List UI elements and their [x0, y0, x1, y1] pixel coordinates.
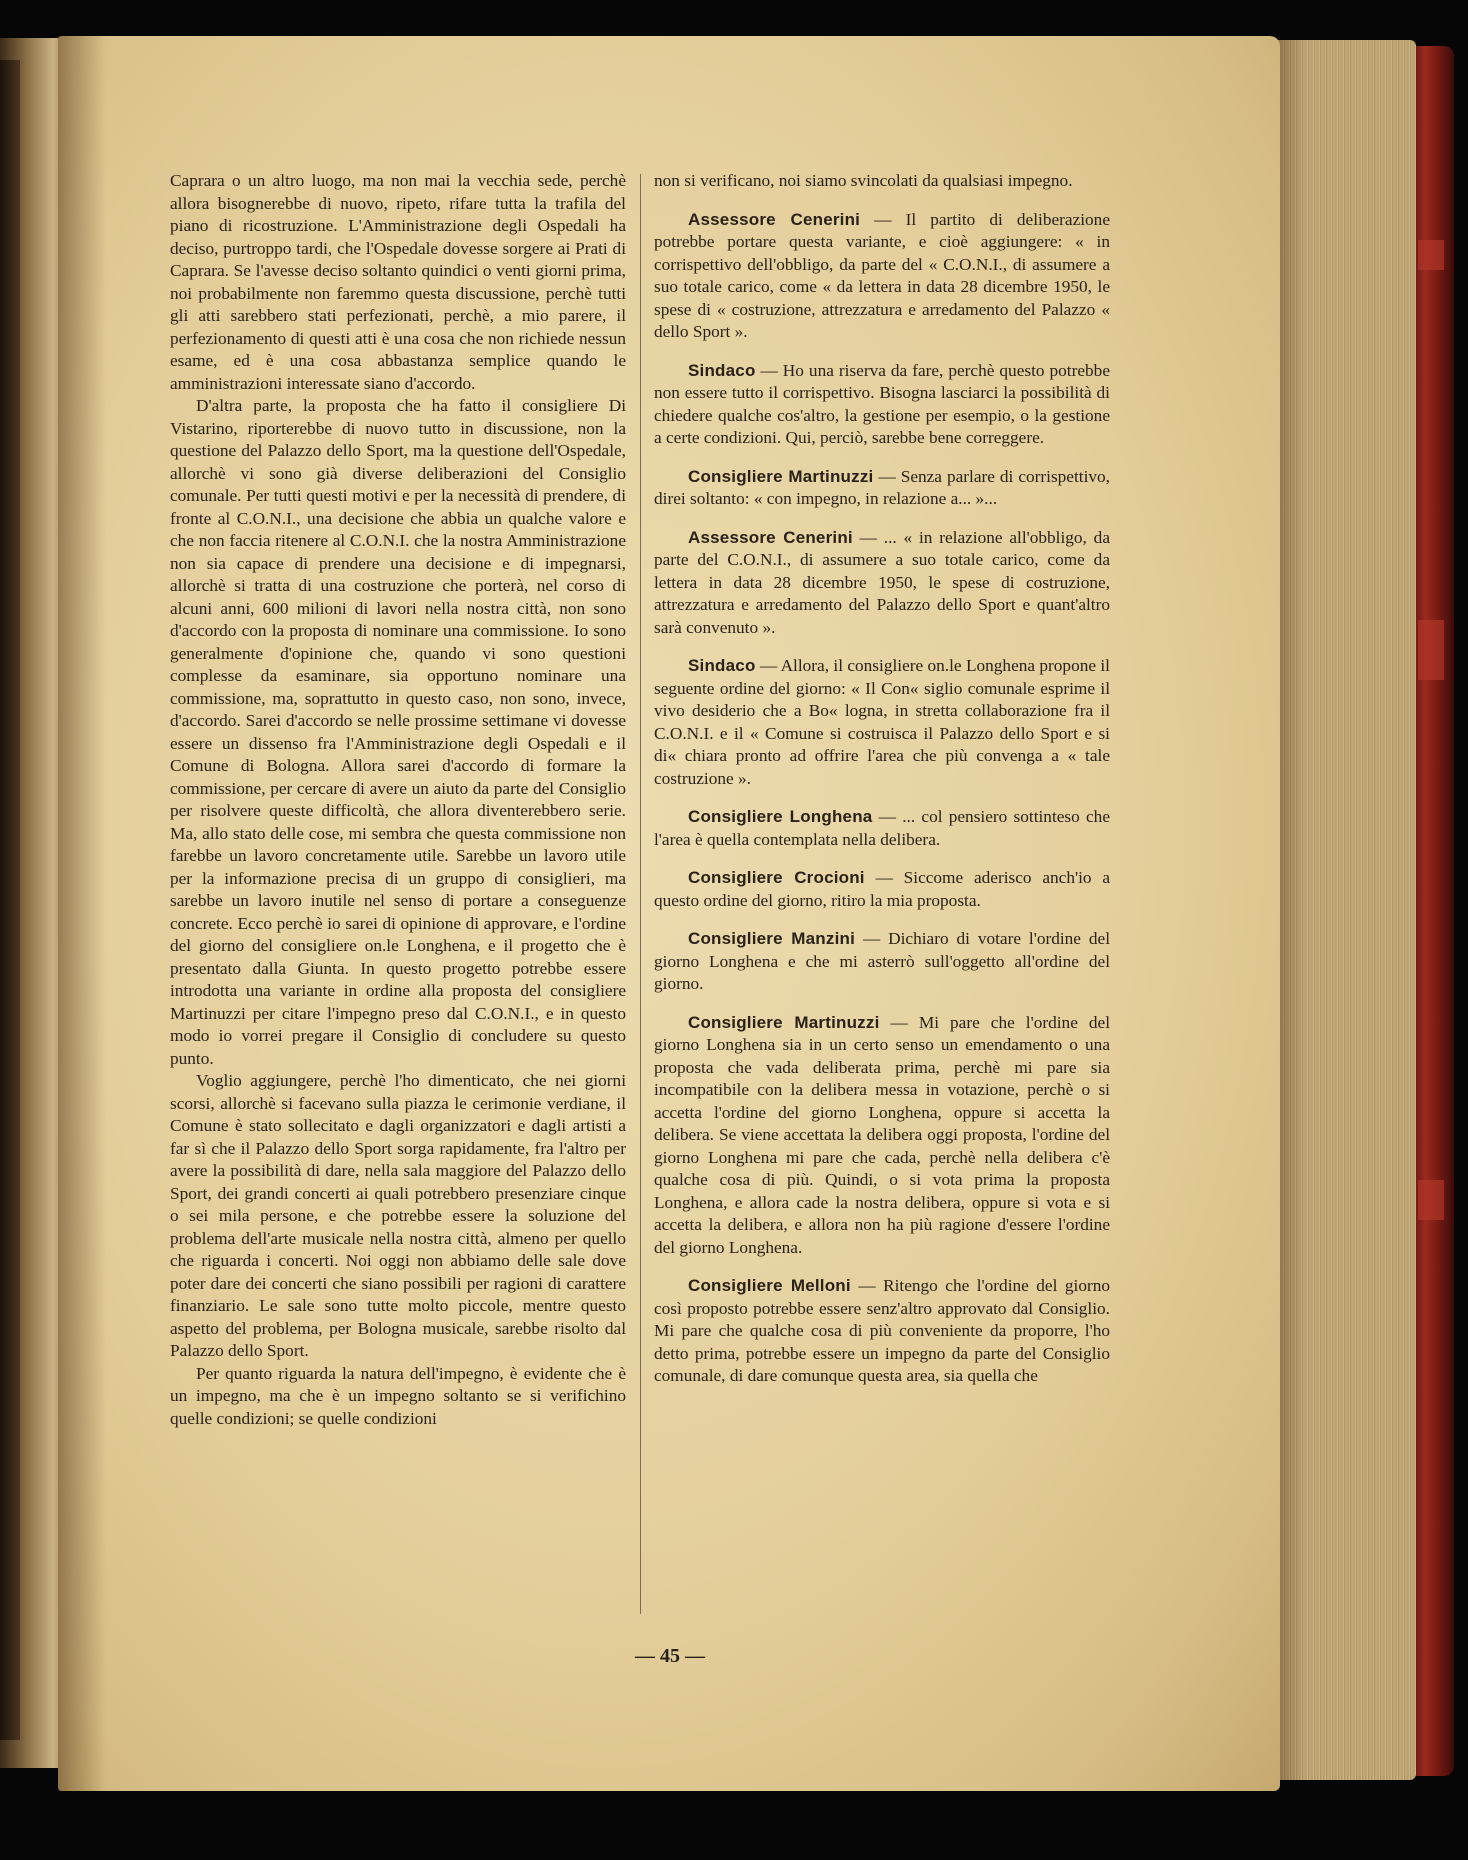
- page-gutter-shadow: [58, 36, 106, 1791]
- speech: [654, 1012, 1110, 1260]
- speech-text: — ... col pensiero sottinteso che l'area è quella contemplata nella delibera.: [654, 807, 1110, 849]
- speech-text: — Senza parlare di corrispettivo, direi soltanto: « con impegno, in relazione a... »...: [654, 466, 1110, 508]
- right-column: [654, 170, 1110, 1404]
- speech-text: non si verificano, noi siamo svincolati da qualsiasi impegno.: [654, 171, 1073, 190]
- speech-text: — Il partito di deliberazione potrebbe portare questa variante, e cioè aggiungere: « in corrispettivo dell'obbligo, da parte del « C.O.N.I., di assumere a suo totale carico, come « da lettera in data 28 dicembre 1950, le spese di « costruzione, attrezzatura e arredamento del Palazzo « dello Sport ».: [654, 209, 1110, 341]
- speaker-name: Sindaco: [688, 656, 756, 675]
- speech: [654, 655, 1110, 790]
- speech-text: — ... « in relazione all'obbligo, da parte del C.O.N.I., di assumere a suo totale carico, come da lettera in data 28 dicembre 1950, le spese di costruzione, attrezzatura e arredamento del Palazzo dello Sport e quant'altro sarà convenuto ».: [654, 527, 1110, 637]
- book-cover-edge: [1410, 46, 1454, 1776]
- speaker-name: Assessore Cenerini: [688, 527, 853, 547]
- speech-text: — Siccome aderisco anch'io a questo ordine del giorno, ritiro la mia proposta.: [654, 868, 1110, 910]
- column-divider: [640, 174, 641, 1614]
- speaker-name: Assessore Cenerini: [688, 209, 861, 229]
- cover-marbling: [1418, 240, 1444, 270]
- speaker-name: Consigliere Longhena: [688, 807, 873, 826]
- speech: [654, 360, 1110, 450]
- speech-text: — Mi pare che l'ordine del giorno Longhena sia in un certo senso un emendamento o una proposta che vada deliberata prima, perchè mi pare sia incompatibile con la delibera messa in votazione, perchè o si accetta l'ordine del giorno Longhena, oppure si accetta la delibera. Se viene accettata la delibera oggi proposta, l'ordine del giorno Longhena mi pare che cada, perchè nella delibera c'è qualche cosa di più. Quindi, o si vota prima la proposta Longhena, e allora cade la nostra delibera, oppure si vota e si accetta la delibera, e allora non ha più ragione d'essere l'ordine del giorno Longhena.: [654, 1012, 1110, 1257]
- speech: [654, 806, 1110, 851]
- previous-page-shadow: [0, 60, 20, 1740]
- paragraph: Per quanto riguarda la natura dell'impegno, è evidente che è un impegno, ma che è un impegno soltanto se si verifichino quelle condizioni; se quelle condizioni: [170, 1363, 626, 1428]
- speech: [654, 867, 1110, 912]
- paragraph: D'altra parte, la proposta che ha fatto il consigliere Di Vistarino, riporterebbe di nuovo tutto in discussione, non la questione del Palazzo dello Sport, ma la questione dell'Ospedale, allorchè vi sono già diverse deliberazioni del Consiglio comunale. Per tutti questi motivi e per la necessità di prendere, di fronte al C.O.N.I., una decisione che abbia un qualche valore e che non faccia ritenere al C.O.N.I. che la nostra Amministrazione non sia capace di prendere una decisione e di impegnarsi, allorchè si tratta di una costruzione che porterà, nel corso di alcuni anni, 600 milioni di lavori nella nostra città, non sono d'accordo con la proposta di nominare una commissione. Io sono generalmente d'opinione che, quando vi sono questioni complesse da esaminare, sia opportuno nominare una commissione, ma, soprattutto in questo caso, non sono, invece, d'accordo. Sarei d'accordo se nelle prossime settimane vi dovesse essere un dissenso fra l'Amministrazione degli Ospedali e il Comune di Bologna. Allora sarei d'accordo di formare la commissione, per cercare di avere un aiuto da parte del Consiglio per risolvere queste difficoltà, che allora diventerebbero serie. Ma, allo stato delle cose, mi sembra che questa commissione non farebbe un lavoro concretamente utile. Sarebbe un lavoro utile per la informazione precisa di un gruppo di consiglieri, ma sarebbe un lavoro inutile nel senso di portare a conseguenze concrete. Ecco perchè io sarei di opinione di approvare, e l'ordine del giorno del consigliere on.le Longhena, e il progetto che è presentato dalla Giunta. In questo progetto potrebbe essere introdotta una variante in ordine alla proposta del consigliere Martinuzzi per citare l'impegno preso dal C.O.N.I., e in questo modo io vorrei pregare il Consiglio di concludere su questo punto.: [170, 396, 626, 1068]
- left-column: [170, 170, 626, 1430]
- speech-text: — Dichiaro di votare l'ordine del giorno Longhena e che mi asterrò sull'oggetto all'ordine del giorno.: [654, 929, 1110, 993]
- speech: [654, 928, 1110, 996]
- speech: [654, 466, 1110, 511]
- speech-text: — Ho una riserva da fare, perchè questo potrebbe non essere tutto il corrispettivo. Bisogna lasciarci la possibilità di chiedere qualche cos'altro, la gestione per esempio, o la gestione a certe condizioni. Qui, perciò, sarebbe bene correggere.: [654, 360, 1110, 447]
- cover-marbling: [1418, 1180, 1444, 1220]
- speech: [654, 527, 1110, 640]
- speech-continuation: [654, 170, 1110, 193]
- text-area: [170, 170, 1110, 1630]
- paragraph: Voglio aggiungere, perchè l'ho dimenticato, che nei giorni scorsi, allorchè si facevano sulla piazza le cerimonie verdiane, il Comune è stato sollecitato e dagli organizzatori e dagli artisti a far sì che il Palazzo dello Sport sorga rapidamente, fra l'altro per avere la possibilità di dare, nella sala maggiore del Palazzo dello Sport, dei grandi concerti ai quali potrebbero presenziare cinque o sei mila persone, e che potrebbe essere la soluzione del problema dell'arte musicale nella nostra città, almeno per quello che riguarda i concerti. Noi oggi non abbiamo delle sale dove poter dare dei concerti che siano possibili per ragioni di carattere finanziario. Le sale sono tutte molto piccole, mentre questo aspetto del problema, per Bologna musicale, sarebbe risolto dal Palazzo dello Sport.: [170, 1071, 626, 1360]
- speech: [654, 209, 1110, 344]
- speech-text: — Ritengo che l'ordine del giorno così proposto potrebbe essere senz'altro approvato dal Consiglio. Mi pare che qualche cosa di più conveniente da proporre, l'ho detto prima, potrebbe essere un impegno da parte del Consiglio comunale, di dare comunque questa area, sia quella che: [654, 1276, 1110, 1385]
- speaker-name: Consigliere Martinuzzi: [688, 1012, 880, 1032]
- speaker-name: Sindaco: [688, 360, 756, 380]
- cover-marbling: [1418, 620, 1444, 680]
- speaker-name: Consigliere Crocioni: [688, 868, 865, 887]
- paragraph: Caprara o un altro luogo, ma non mai la vecchia sede, perchè allora bisognerebbe di nuovo, ripeto, rifare tutta la trafila del piano di ricostruzione. L'Amministrazione degli Ospedali ha deciso, purtroppo tardi, che l'Ospedale dovesse sorgere ai Prati di Caprara. Se l'avesse deciso soltanto quindici o venti giorni prima, noi probabilmente non faremmo questa discussione, perchè tutti gli atti sarebbero stati perfezionati, perchè, a mio parere, il perfezionamento di questi atti è una cosa che non richiede nessun esame, ed è una cosa abbastanza semplice quando le amministrazioni interessate siano d'accordo.: [170, 171, 626, 393]
- speech-text: — Allora, il consigliere on.le Longhena propone il seguente ordine del giorno: « Il Con« siglio comunale esprime il vivo desiderio che a Bo« logna, in stretta collaborazione fra il C.O.N.I. e il « Comune si costruisca il Palazzo dello Sport e si di« chiara pronto ad offrire l'area che più convenga a « tale costruzione ».: [654, 656, 1110, 788]
- speaker-name: Consigliere Melloni: [688, 1276, 851, 1295]
- speech: [654, 1275, 1110, 1388]
- speaker-name: Consigliere Martinuzzi: [688, 466, 874, 486]
- speaker-name: Consigliere Manzini: [688, 929, 856, 948]
- page-number: — 45 —: [635, 1645, 705, 1667]
